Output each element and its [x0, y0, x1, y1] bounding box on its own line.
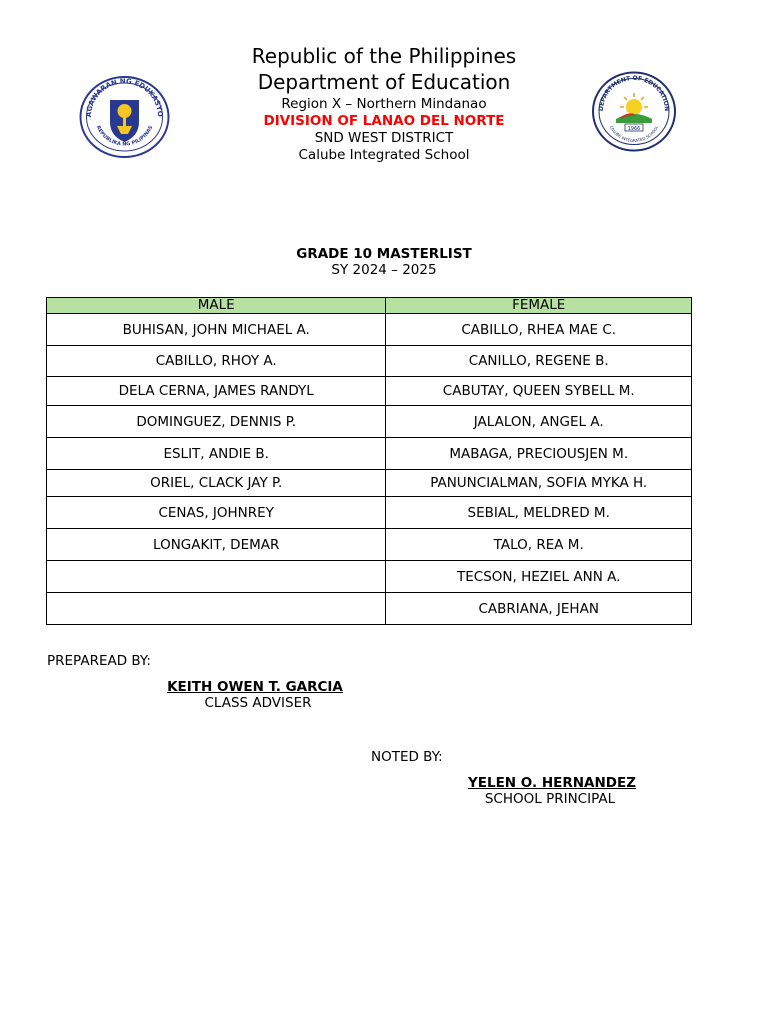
male-student-name: ESLIT, ANDIE B.	[47, 438, 386, 470]
svg-text:1966: 1966	[627, 126, 641, 132]
district-name: SND WEST DISTRICT	[314, 130, 454, 146]
department-name: Department of Education	[257, 70, 511, 94]
female-student-name: TALO, REA M.	[386, 529, 692, 561]
male-student-name: LONGAKIT, DEMAR	[47, 529, 386, 561]
adviser-role: CLASS ADVISER	[204, 695, 312, 711]
division-name: DIVISION OF LANAO DEL NORTE	[263, 113, 505, 129]
masterlist-table	[46, 297, 692, 625]
svg-text:CALUBE INTEGRATED SCHOOL: CALUBE INTEGRATED SCHOOL	[608, 124, 660, 144]
svg-text:KAGAWARAN NG EDUKASYON: AGAWARAN NG EDUKASYO	[84, 77, 165, 118]
table-row	[47, 377, 692, 406]
noted-by-label: NOTED BY:	[371, 749, 443, 765]
country-name: Republic of the Philippines	[251, 44, 517, 68]
female-student-name: MABAGA, PRECIOUSJEN M.	[386, 438, 692, 470]
svg-text:REPUBLIKA NG PILIPINAS: REPUBLIKA NG PILIPINAS	[94, 124, 155, 148]
male-student-name: ORIEL, CLACK JAY P.	[47, 470, 386, 497]
table-row	[47, 497, 692, 529]
table-header-row	[47, 298, 692, 314]
table-row	[47, 529, 692, 561]
male-student-name: DELA CERNA, JAMES RANDYL	[47, 377, 386, 406]
document-title-block	[0, 246, 768, 278]
male-student-name: DOMINGUEZ, DENNIS P.	[47, 406, 386, 438]
table-row	[47, 314, 692, 346]
principal-role: SCHOOL PRINCIPAL	[484, 791, 616, 807]
table-row	[47, 470, 692, 497]
table-row	[47, 438, 692, 470]
male-student-name: CENAS, JOHNREY	[47, 497, 386, 529]
female-student-name: CANILLO, REGENE B.	[386, 346, 692, 377]
male-student-name: CABILLO, RHOY A.	[47, 346, 386, 377]
region-name: Region X – Northern Mindanao	[281, 96, 487, 112]
column-header-female: FEMALE	[386, 298, 692, 314]
principal-name: YELEN O. HERNANDEZ	[467, 775, 636, 791]
male-student-name: BUHISAN, JOHN MICHAEL A.	[47, 314, 386, 346]
document-title: GRADE 10 MASTERLIST	[296, 246, 472, 262]
female-student-name: CABRIANA, JEHAN	[386, 593, 692, 625]
female-student-name: TECSON, HEZIEL ANN A.	[386, 561, 692, 593]
school-year: SY 2024 – 2025	[331, 262, 437, 278]
male-student-name	[47, 561, 386, 593]
female-student-name: PANUNCIALMAN, SOFIA MYKA H.	[386, 470, 692, 497]
school-name: Calube Integrated School	[298, 147, 470, 163]
table-row	[47, 406, 692, 438]
table-row	[47, 346, 692, 377]
female-student-name: JALALON, ANGEL A.	[386, 406, 692, 438]
female-student-name: SEBIAL, MELDRED M.	[386, 497, 692, 529]
table-row	[47, 593, 692, 625]
female-student-name: CABILLO, RHEA MAE C.	[386, 314, 692, 346]
table-row	[47, 561, 692, 593]
female-student-name: CABUTAY, QUEEN SYBELL M.	[386, 377, 692, 406]
column-header-male: MALE	[47, 298, 386, 314]
prepared-by-label: PREPAREAD BY:	[47, 653, 151, 669]
svg-text:DEPARTMENT OF EDUCATION: DEPARTMENT OF EDUCATION	[597, 74, 671, 112]
adviser-name: KEITH OWEN T. GARCIA	[167, 679, 343, 695]
male-student-name	[47, 593, 386, 625]
letterhead	[0, 43, 768, 164]
